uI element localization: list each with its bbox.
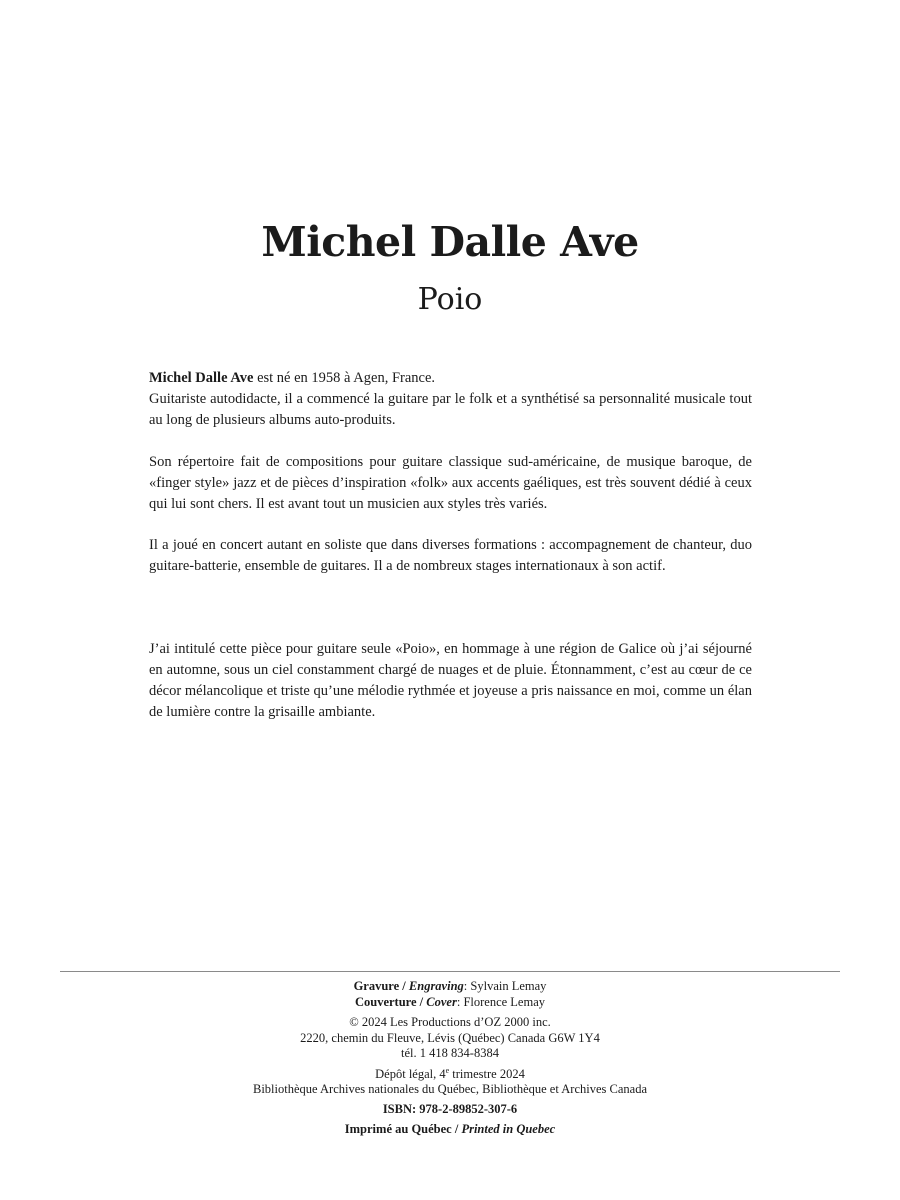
composer-name: Michel Dalle Ave (261, 218, 639, 266)
copyright-line: © 2024 Les Productions d’OZ 2000 inc. (349, 1015, 551, 1029)
legal-deposit-block (0, 1067, 900, 1118)
bio-repertoire-text: Son répertoire fait de compositions pour guitare classique sud-américaine, de musique baroque, de «finger style» jazz et de pièces d’inspiration «folk» aux accents gaéliques, est très souvent dédié à ceux qui lui sont chers. Il est avant tout un musicien aux styles très variés. (149, 454, 752, 512)
isbn-line: ISBN: 978-2-89852-307-6 (382, 1101, 518, 1116)
legal-deposit-line: Dépôt légal, 4e trimestre 2024 (375, 1065, 525, 1081)
credits-block (0, 979, 900, 1010)
bio-birth-text: est né en 1958 à Agen, France. (253, 370, 436, 386)
printed-in-line: Imprimé au Québec / Printed in Quebec (344, 1122, 556, 1136)
printed-in-block (0, 1122, 900, 1138)
bio-background-text: Guitariste autodidacte, il a commencé la guitare par le folk et a synthétisé sa personnalité musicale tout au long de plusieurs albums auto-produits. (149, 391, 752, 428)
libraries-line: Bibliothèque Archives nationales du Québec, Bibliothèque et Archives Canada (253, 1082, 647, 1096)
composer-note (149, 639, 752, 723)
composer-note-text: J’ai intitulé cette pièce pour guitare seule «Poio», en hommage à une région de Galice où j’ai séjourné en automne, sous un ciel constamment chargé de nuages et de pluie. Étonnamment, c’est au cœur de ce décor mélancolique et triste qu’une mélodie rythmée et joyeuse a pris naissance en moi, comme un élan de lumière contre la grisaille ambiante. (149, 641, 752, 720)
engraving-credit: Gravure / Engraving: Sylvain Lemay (353, 979, 547, 993)
bio-paragraph-3 (149, 535, 752, 577)
bio-paragraph-2 (149, 452, 752, 515)
colophon-divider (60, 971, 840, 972)
publisher-block (0, 1015, 900, 1062)
publisher-phone: tél. 1 418 834-8384 (401, 1046, 499, 1060)
cover-credit: Couverture / Cover: Florence Lemay (354, 994, 546, 1009)
publisher-address: 2220, chemin du Fleuve, Lévis (Québec) Canada G6W 1Y4 (300, 1030, 600, 1045)
bio-paragraph-1 (149, 368, 752, 431)
piece-title: Poio (417, 282, 483, 317)
bio-concert-text: Il a joué en concert autant en soliste que dans diverses formations : accompagnement de chanteur, duo guitare-batterie, ensemble de guitares. Il a de nombreux stages internationaux à son actif. (149, 537, 752, 574)
bio-composer-name: Michel Dalle Ave (149, 370, 254, 386)
colophon (0, 979, 900, 1143)
